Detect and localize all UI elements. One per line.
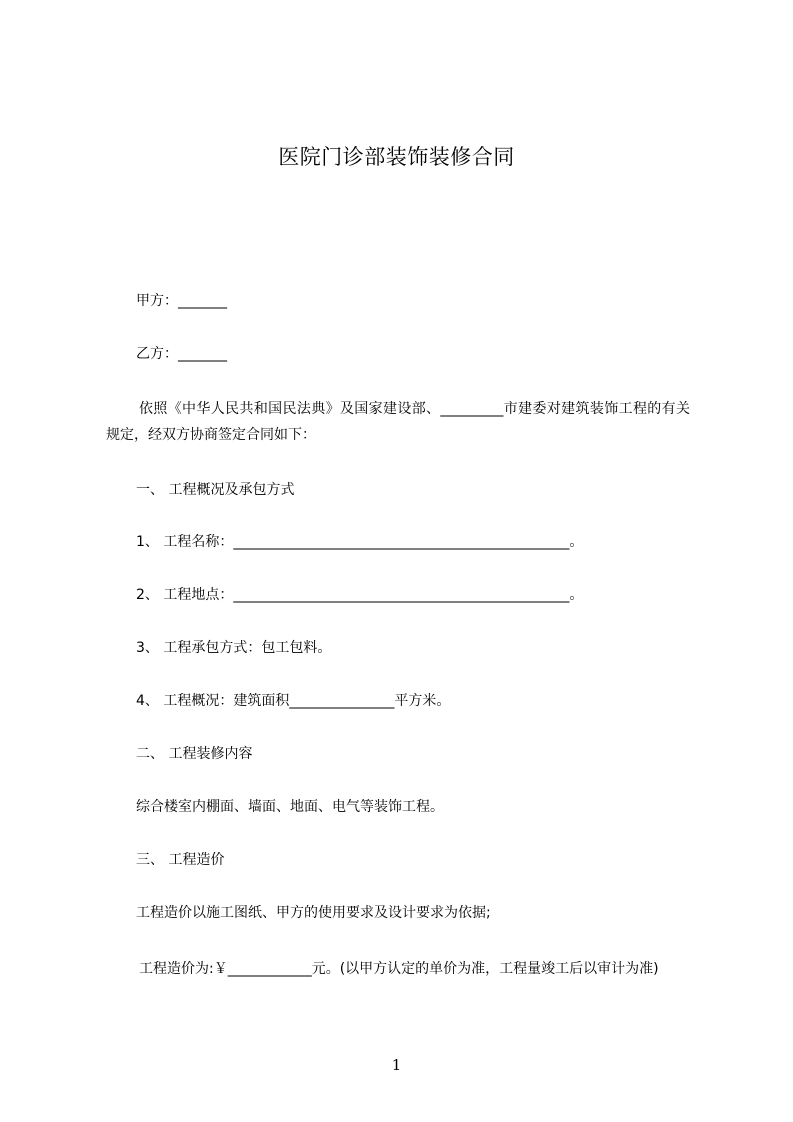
section-3-body-2: 工程造价为:￥____________元。(以甲方认定的单价为准，工程量竣工后以审计为准)	[139, 961, 659, 977]
item-1-project-name: 1、 工程名称：________________________________________________。	[136, 534, 584, 550]
item-4-project-overview: 4、 工程概况：建筑面积_______________平方米。	[136, 693, 451, 709]
page-number: 1	[391, 1056, 402, 1074]
item-3-contract-method: 3、 工程承包方式：包工包料。	[136, 640, 332, 656]
section-2-body: 综合楼室内棚面、墙面、地面、电气等装饰工程。	[136, 799, 444, 815]
party-a-line: 甲方：_______	[136, 293, 227, 309]
section-1-heading: 一、 工程概况及承包方式	[136, 482, 295, 498]
intro-paragraph: 依照《中华人民共和国民法典》及国家建设部、_________市建委对建筑装饰工程的有关规定，经双方协商签定合同如下：	[106, 401, 690, 443]
section-3-heading: 三、 工程造价	[136, 852, 225, 868]
item-2-project-location: 2、 工程地点：________________________________________________。	[136, 587, 584, 603]
document-title: 医院门诊部装饰装修合同	[278, 145, 515, 169]
section-3-body-1: 工程造价以施工图纸、甲方的使用要求及设计要求为依据;	[136, 905, 491, 921]
party-b-line: 乙方：_______	[136, 346, 227, 362]
section-2-heading: 二、 工程装修内容	[136, 746, 253, 762]
